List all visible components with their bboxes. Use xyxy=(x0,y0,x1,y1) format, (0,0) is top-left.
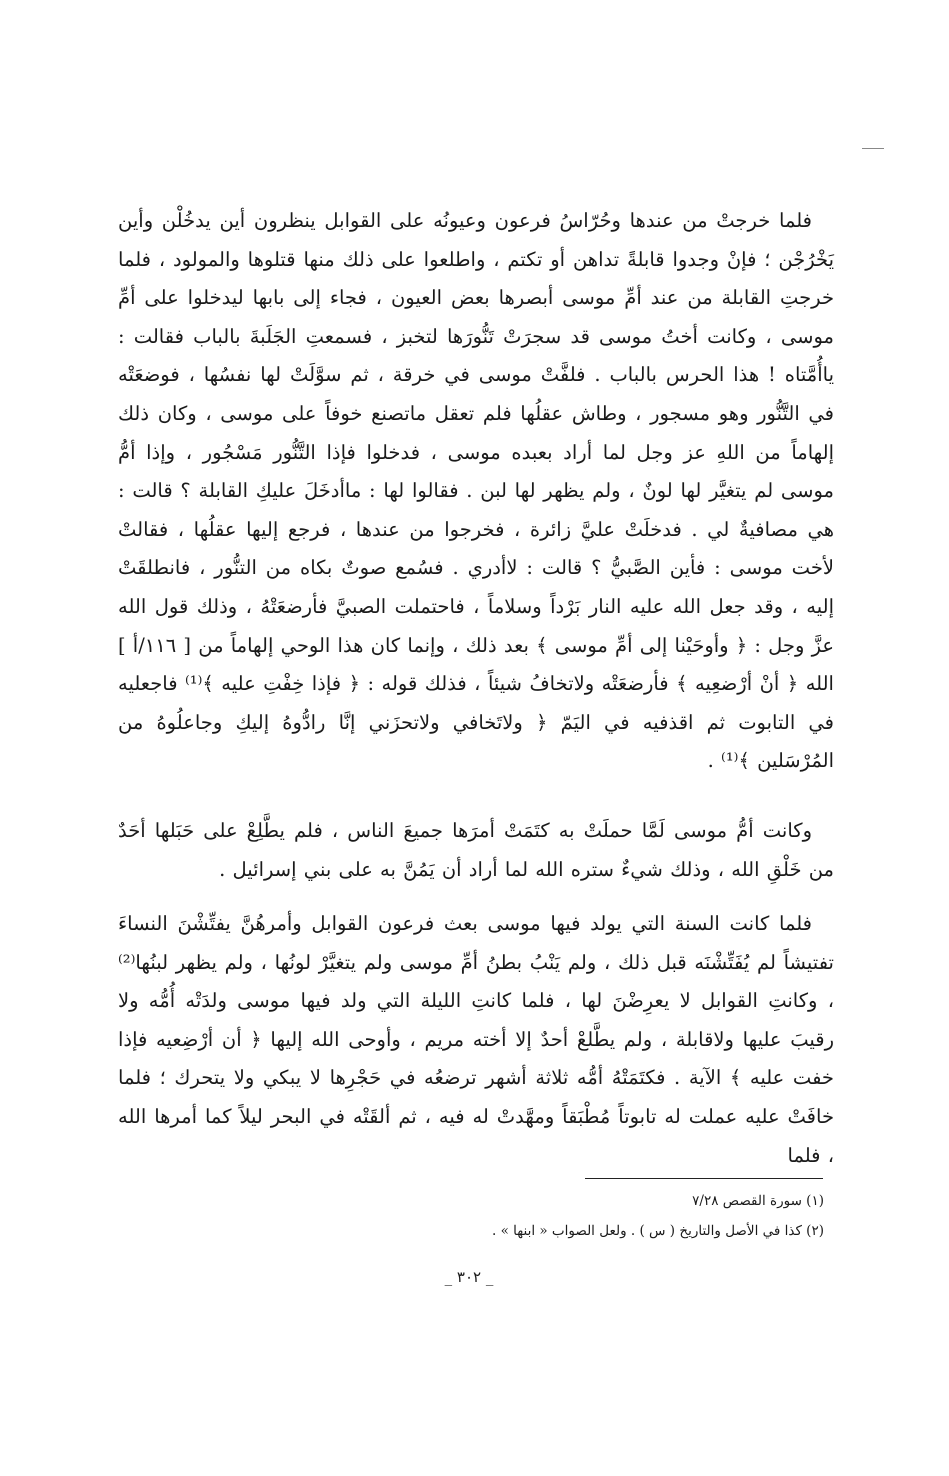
footnote-divider xyxy=(585,1178,823,1179)
footnotes xyxy=(330,1186,824,1246)
paragraph-text: فلما خرجتْ من عندها وحُرّاسُ فرعون وعيونُه على القوابل ينظرون أين يدخُلْن وأين يَخْرُجْن ؛ فإنْ وجدوا قابلةً تداهن أو تكتم ، واطلعوا على ذلك منها قتلوها والمولود ، فلما خرجتِ القابلة من عند أمِّ موسى أبصرها بعض العيون ، فجاء إلى بابها ليدخلوا على أمِّ موسى ، وكانت أختُ موسى قد سجرَتْ تَنُّورَها لتخبز ، فسمعتِ الجَلَبةَ بالباب فقالت : ياأُمَّتاه ! هذا الحرس بالباب . فلفَّتْ موسى في خرقة ، ثم سوَّلَتْ لها نفسُها ، فوضعَتْه في التَّنُّور وهو مسجور ، وطاش عقلُها فلم تعقل ماتصنع خوفاً على موسى ، وكان ذلك إلهاماً من اللهِ عز وجل لما أراد بعبده موسى ، فدخلوا فإذا التَّنُّور مَسْجُور ، وإذا أمُّ موسى لم يتغيَّر لها لونٌ ، ولم يظهر لها لبن . فقالوا لها : ماأدخَلَ عليكِ القابلة ؟ قالت : هي مصافيةٌ لي . فدخلَتْ عليَّ زائرة ، فخرجوا من عندها ، فرجع إليها عقلُها ، فقالتْ لأخت موسى : فأين الصَّبيُّ ؟ قالت : لاأدري . فسُمع صوتٌ بكاه من التنُّور ، فانطلقَتْ إليه ، وقد جعل الله عليه النار بَرْداً وسلاماً ، فاحتملت الصبيَّ فأرضعَتْهُ ، وذلك قول الله عزَّ وجل : ﴿ وأوحَيْنا إلى أمِّ موسى ﴾ بعد ذلك ، وإنما كان هذا الوحي إلهاماً من [ ١١٦/أ ] الله ﴿ أنْ أرْضعِيه ﴾ فأرضعَتْه ولاتخافُ شيئاً ، فذلك قوله : ﴿ فإذا خِفْتِ عليه ﴾⁽¹⁾ فاجعليه في التابوت ثم اقذفيه في اليَمّ ﴿ ولاتَخافي ولاتحزَني إنَّا رادُّوهُ إليكِ وجاعلُوهُ من المُرْسَلين ﴾⁽¹⁾ . xyxy=(118,209,834,773)
body-paragraph-3 xyxy=(118,905,834,1175)
footnote-1: (١) سورة القصص ٧/٢٨ xyxy=(692,1193,824,1209)
margin-mark xyxy=(862,148,884,149)
body-paragraph-2 xyxy=(118,812,834,889)
paragraph-text: وكانت أمُّ موسى لَمَّا حملَتْ به كتَمَتْ أمرَها جميعَ الناس ، فلم يطَّلِعْ على حَبَلها أحَدٌ من خَلْقِ الله ، وذلك شيءٌ ستره الله لما أراد أن يَمُنَّ به على بني إسرائيل . xyxy=(118,819,834,881)
footnote-2: (٢) كذا في الأصل والتاريخ ( س ) . ولعل الصواب « ابنها » . xyxy=(492,1223,824,1239)
paragraph-text: فلما كانت السنة التي يولد فيها موسى بعث فرعون القوابل وأمرهُنَّ يفتِّشْنَ النساءَ تفتيشاً لم يُفَتِّشْنَه قبل ذلك ، ولم يَنْبُ بطنُ أمِّ موسى ولم يتغيَّرْ لونُها ، ولم يظهر لبنُها⁽²⁾ ، وكانتِ القوابل لا يعرِضْنَ لها ، فلما كانتِ الليلة التي ولد فيها موسى ولدَتْه أُمُّه ولا رقيبَ عليها ولاقابلة ، ولم يطَّلعْ أحدٌ إلا أخته مريم ، وأوحى الله إليها ﴿ أن أرْضِعيه فإذا خفت عليه ﴾ الآية . فكتَمَتْهُ أمُّه ثلاثة أشهر ترضعُه في حَجْرِها لا يبكي ولا يتحرك ؛ فلما خافَتْ عليه عملت له تابوتاً مُطْبَقاً ومهَّدتْ له فيه ، ثم ألقَتْه في البحر ليلاً كما أمرها الله ، فلما xyxy=(118,912,834,1167)
body-paragraph-1 xyxy=(118,202,834,781)
page-number: _ ٣٠٢ _ xyxy=(444,1268,494,1286)
